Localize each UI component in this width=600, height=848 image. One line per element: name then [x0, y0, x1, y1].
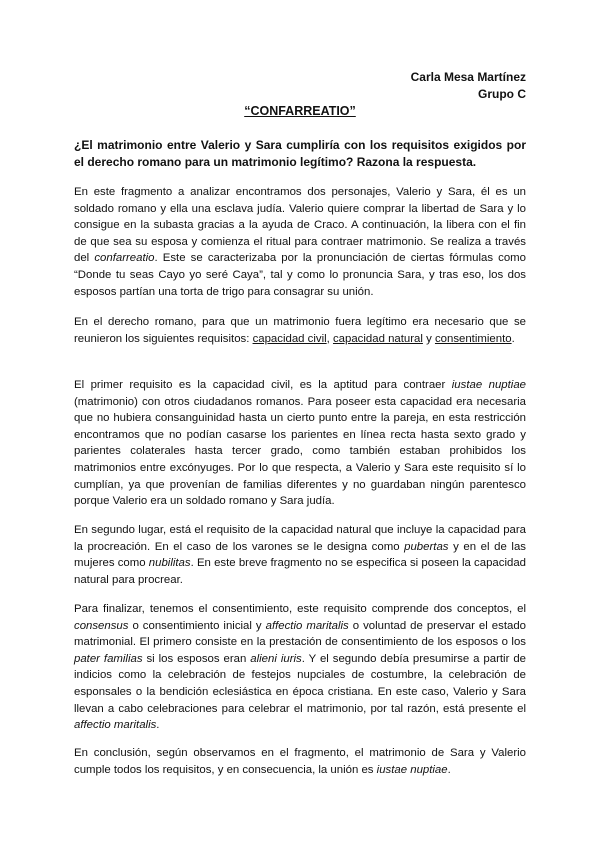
term-consensus: consensus [74, 619, 129, 632]
document-title: “CONFARREATIO” [244, 104, 356, 118]
paragraph-2: En el derecho romano, para que un matrimonio fuera legítimo era necesario que se reunieron los siguientes requisitos: capacidad civil, capacidad natural y consentimiento. [74, 316, 526, 345]
question-heading: ¿El matrimonio entre Valerio y Sara cumpliría con los requisitos exigidos por el derecho romano para un matrimonio legítimo? Razona la respuesta. [74, 138, 526, 169]
term-alieni-iuris: alieni iuris [250, 652, 302, 665]
term-pater-familias: pater familias [74, 652, 143, 665]
term-pubertas: pubertas [404, 540, 449, 553]
term-affectio-maritalis: affectio maritalis [265, 619, 349, 632]
author-name: Carla Mesa Martínez [410, 70, 526, 84]
term-iustae-nuptiae: iustae nuptiae [451, 379, 527, 391]
term-nubilitas: nubilitas [148, 557, 191, 570]
paragraph-6: En conclusión, según observamos en el fragmento, el matrimonio de Sara y Valerio cumple todos los requisitos, y en consecuencia, la unión es iustae nuptiae. [74, 747, 526, 776]
term-iustae-nuptiae-2: iustae nuptiae [376, 763, 448, 776]
term-capacidad-civil: capacidad civil [252, 332, 327, 345]
paragraph-1: En este fragmento a analizar encontramos dos personajes, Valerio y Sara, él es un soldado romano y ella una esclava judía. Valerio quiere comprar la libertad de Sara y lo consigue en la subasta gracias a la ayuda de Craco. A continuación, la libera con el fin de que sea su esposa y comienza el ritual para contraer matrimonio. Se realiza a través del confarreatio. Este se caracterizaba por la pronunciación de ciertas fórmulas como “Donde tu seas Cayo yo seré Caya”, tal y como lo pronuncia Sara, y tras eso, los dos esposos partían una torta de trigo para consagrar su unión. [74, 186, 527, 298]
term-affectio-maritalis-2: affectio maritalis [74, 719, 157, 732]
author-group: Grupo C [478, 87, 526, 101]
paragraph-5: Para finalizar, tenemos el consentimiento, este requisito comprende dos conceptos, el consensus o consentimiento inicial y affectio maritalis o voluntad de preservar el estado matrimonial. El primero consiste en la prestación de consentimiento de los esposos o los pater familias si los esposos eran alieni iuris. Y el segundo debía presumirse a partir de indicios como la celebración de festejos nupciales de costumbre, la celebración de esponsales o la bendición eclesiástica en época cristiana. En este caso, Valerio y Sara llevan a cabo celebraciones para celebrar el matrimonio, por tal razón, está presente el affectio maritalis. [74, 603, 526, 732]
paragraph-4: En segundo lugar, está el requisito de la capacidad natural que incluye la capacidad para la procreación. En el caso de los varones se le designa como pubertas y en el de las mujeres como nubilitas. En este breve fragmento no se especifica si poseen la capacidad natural para procrear. [74, 524, 526, 586]
term-consentimiento: consentimiento [434, 332, 512, 345]
paragraph-3: El primer requisito es la capacidad civil, es la aptitud para contraer iustae nuptiae (matrimonio) con otros ciudadanos romanos. Para poseer esta capacidad era necesaria que no hubiera consanguinidad hasta un cierto punto entre la pareja, en esta restricción encontramos que no podían casarse los parientes en línea recta hasta sexto grado y parientes colaterales hasta tercer grado, como también estaban prohibidos los matrimonios entre excónyuges. Por lo que respecta, a Valerio y Sara este requisito sí lo cumplían, ya que provenían de familias diferentes y no guardaban ningún parentesco porque Valerio era un soldado romano y Sara judía. [74, 379, 527, 508]
term-confarreatio: confarreatio [94, 252, 155, 265]
author-block [411, 69, 526, 103]
term-capacidad-natural: capacidad natural [332, 332, 423, 345]
